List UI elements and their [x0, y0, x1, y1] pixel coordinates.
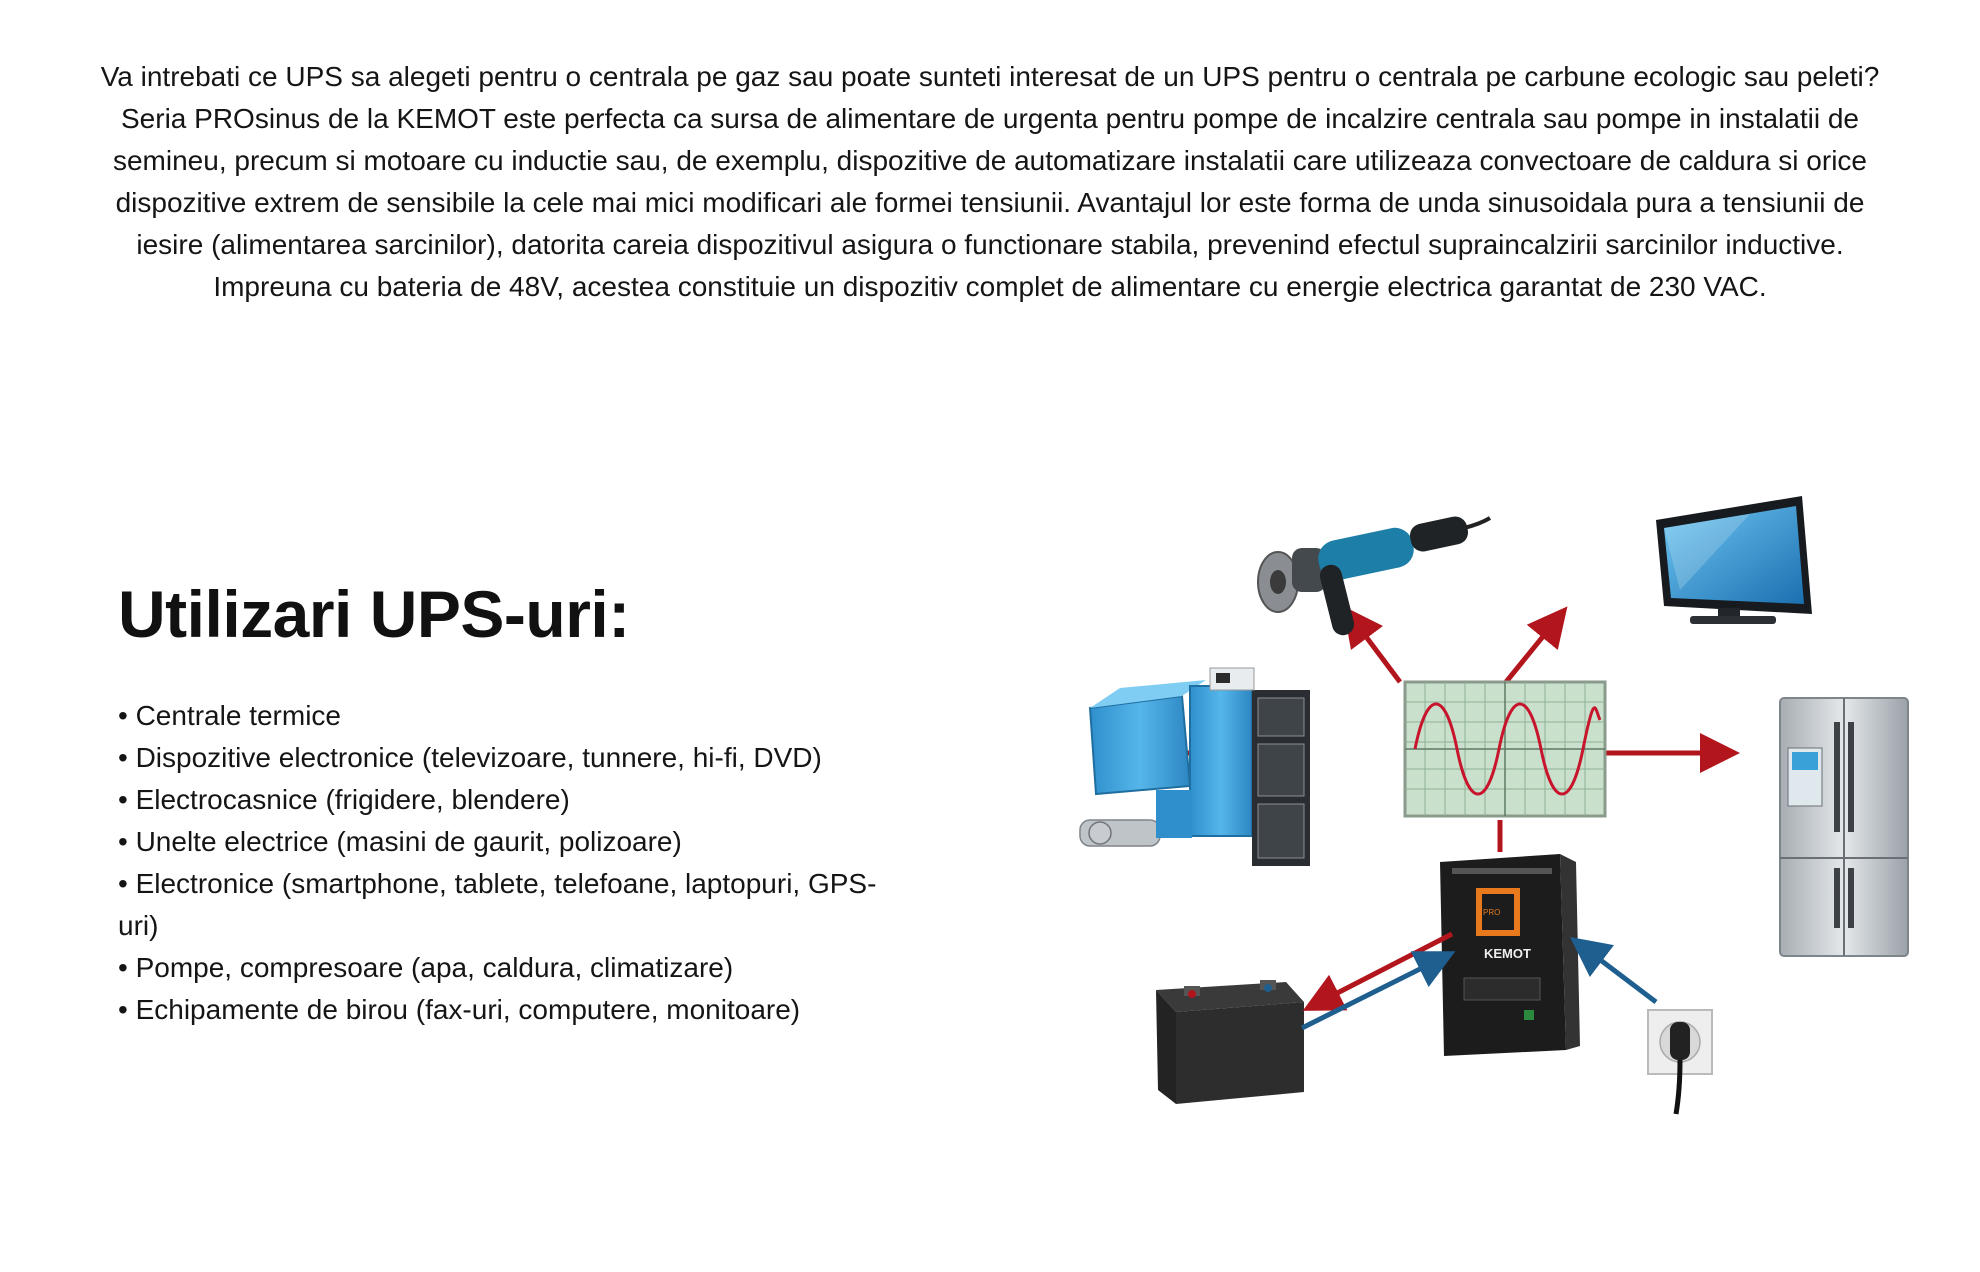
ups-usage-diagram-svg	[1060, 490, 1920, 1130]
list-item: • Centrale termice	[118, 700, 341, 731]
uses-list	[118, 695, 878, 1031]
ups-brand-label: KEMOT	[1484, 946, 1531, 961]
section-title: Utilizari UPS-uri:	[118, 577, 630, 651]
list-item: • Dispozitive electronice (televizoare, tunnere, hi-fi, DVD)	[118, 742, 822, 773]
angle-grinder-icon	[1258, 514, 1490, 637]
ups-inverter-icon	[1440, 854, 1580, 1056]
list-item: • Pompe, compresoare (apa, caldura, climatizare)	[118, 952, 734, 983]
pellet-boiler-icon	[1080, 668, 1310, 866]
arrow-socket-to-ups	[1582, 946, 1656, 1002]
intro-paragraph: Va intrebati ce UPS sa alegeti pentru o centrala pe gaz sau poate sunteti interesat de un UPS pentru o centrala pe carbune ecologic sau peleti? Seria PROsinus de la KEMOT este perfecta ca sursa de alimentare de urgenta pentru pompe de incalzire centrala sau pompe in instalatii de semineu, precum si motoare cu inductie sau, de exemplu, dispozitive de automatizare instalatii care utilizeaza convectoare de caldura si orice dispozitive extrem de sensibile la cele mai mici modificari ale formei tensiunii. Avantajul lor este forma de unda sinusoidala pura a tensiunii de iesire (alimentarea sarcinilor), datorita careia dispozitivul asigura o functionare stabila, prevenind efectul supraincalzirii sarcinilor inductive. Impreuna cu bateria de 48V, acestea constituie un dispozitiv complet de alimentare cu energie electrica garantat de 230 VAC.	[100, 61, 1880, 302]
arrow-to-tv	[1506, 618, 1558, 682]
list-item: • Electrocasnice (frigidere, blendere)	[118, 784, 570, 815]
arrow-to-grinder	[1352, 618, 1400, 682]
list-item: • Electronice (smartphone, tablete, telefoane, laptopuri, GPS-uri)	[118, 868, 877, 941]
ups-usage-diagram	[1060, 490, 1920, 1130]
list-item: • Echipamente de birou (fax-uri, computere, monitoare)	[118, 994, 801, 1025]
arrow-ups-to-battery	[1316, 934, 1452, 1004]
svg-text:PRO: PRO	[1483, 908, 1501, 917]
refrigerator-icon	[1780, 698, 1908, 956]
battery-icon	[1156, 980, 1304, 1104]
arrow-battery-to-ups	[1302, 958, 1442, 1028]
list-item: • Unelte electrice (masini de gaurit, polizoare)	[118, 826, 682, 857]
wall-socket-icon	[1648, 1010, 1712, 1114]
oscilloscope-sine-wave-icon	[1405, 682, 1605, 816]
tv-icon	[1656, 496, 1812, 624]
